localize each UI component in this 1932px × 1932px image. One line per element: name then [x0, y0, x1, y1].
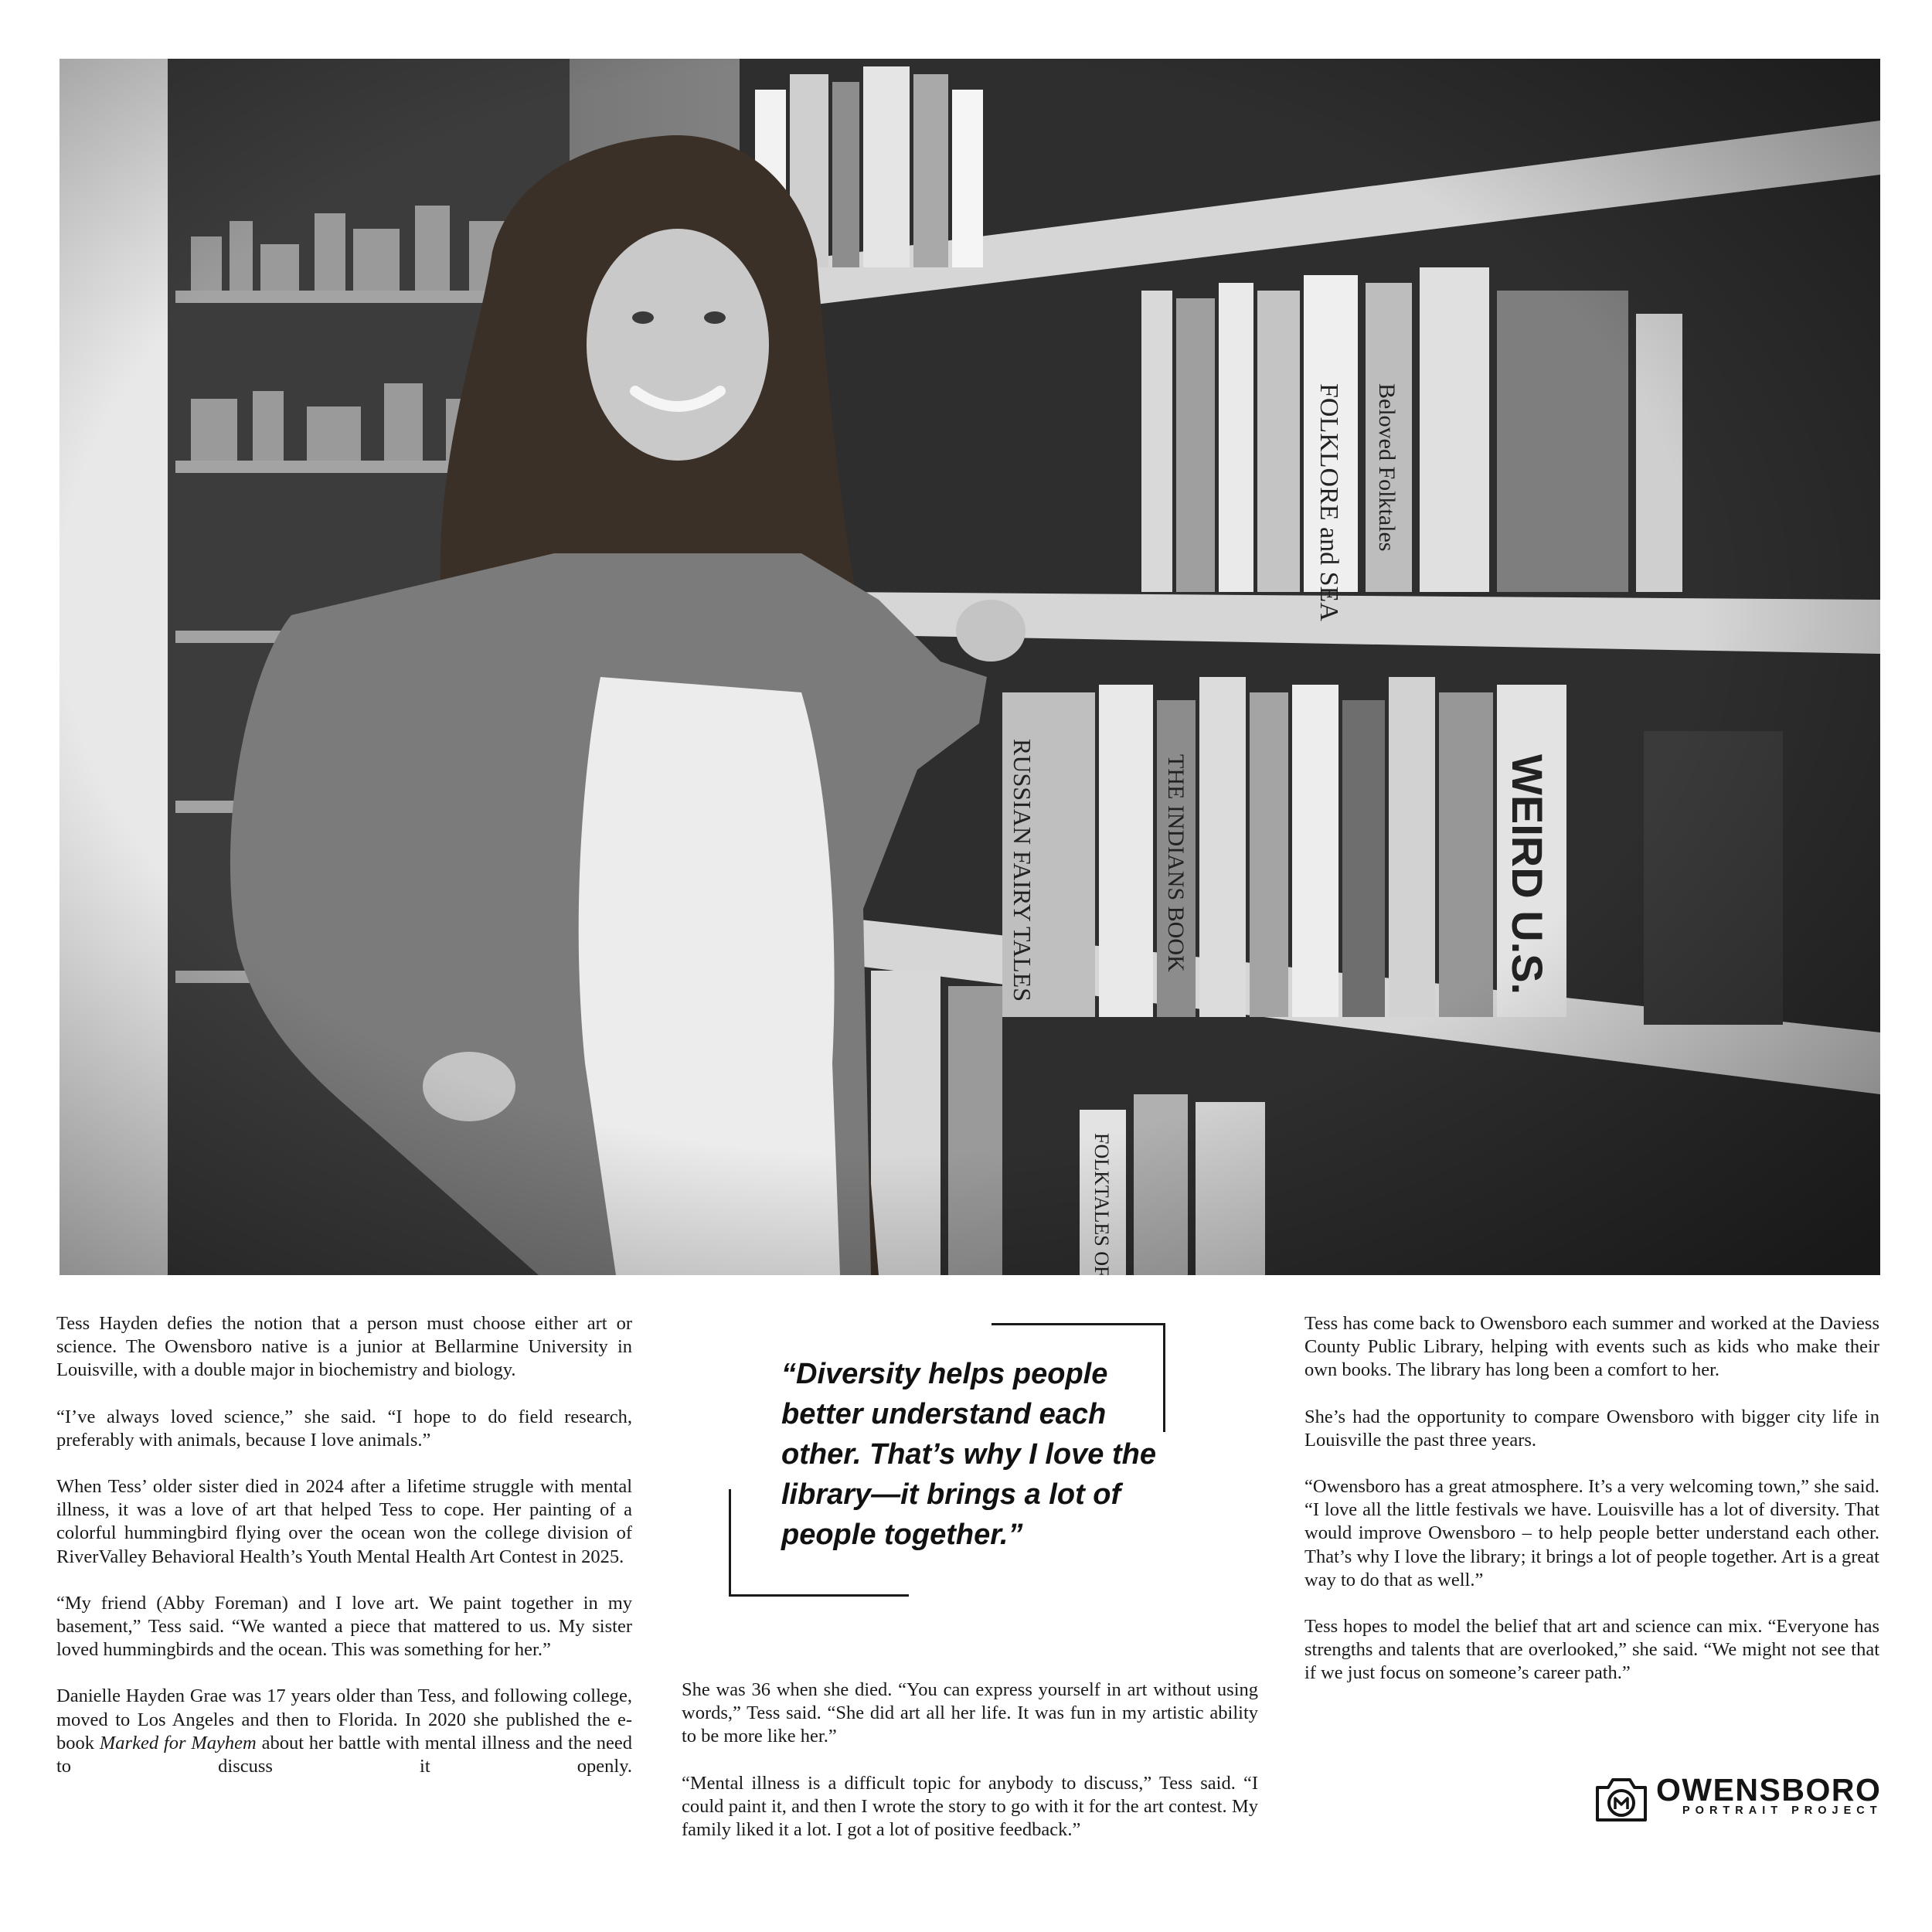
owensboro-portrait-project-logo — [1594, 1774, 1884, 1828]
paragraph: When Tess’ older sister died in 2024 after a lifetime struggle with mental illness, it was a love of art that helped Tess to cope. Her painting of a colorful hummingbird flying over the ocean won the college division of RiverValley Behavioral Health’s Youth Mental Health Art Contest in 2025. — [56, 1476, 632, 1567]
pull-quote-text: “Diversity helps people better understand each other. That’s why I love the library—it brings a lot of people together.” — [781, 1358, 1156, 1551]
paragraph: Tess has come back to Owensboro each summer and worked at the Daviess County Public Library, helping with events such as kids who make their own books. The library has long been a comfort to her. — [1304, 1313, 1879, 1381]
article-right-column — [1304, 1312, 1879, 1709]
camera-icon — [1594, 1775, 1648, 1823]
paragraph-text: about her battle with mental illness and the need to discuss it openly. — [56, 1732, 633, 1777]
article-left-column — [56, 1312, 632, 1801]
logo-subtitle: PORTRAIT PROJECT — [1682, 1804, 1883, 1817]
paragraph: She’s had the opportunity to compare Owensboro with bigger city life in Louisville the past three years. — [1304, 1406, 1879, 1451]
book-title: Marked for Mayhem — [99, 1732, 257, 1753]
pull-quote — [729, 1323, 1209, 1598]
paragraph: Tess hopes to model the belief that art and science can mix. “Everyone has strengths and talents that are overlooked,” she said. “We might not see that if we just focus on someone’s career path.” — [1304, 1616, 1879, 1684]
paragraph: “Mental illness is a difficult topic for anybody to discuss,” Tess said. “I could paint it, and then I wrote the story to go with it for the art contest. My family liked it a lot. I got a lot of positive feedback.” — [682, 1772, 1258, 1841]
paragraph: “My friend (Abby Foreman) and I love art. We paint together in my basement,” Tess said. “We wanted a piece that mattered to us. My sister loved hummingbirds and the ocean. This was something for her.” — [56, 1592, 632, 1661]
paragraph: “I’ve always loved science,” she said. “I hope to do field research, preferably with animals, because I love animals.” — [56, 1406, 632, 1451]
paragraph: She was 36 when she died. “You can express yourself in art without using words,” Tess said. “She did art all her life. It was fun in my artistic ability to be more like her.” — [682, 1679, 1258, 1747]
portrait-photo — [60, 59, 1880, 1275]
paragraph: “Owensboro has a great atmosphere. It’s a very welcoming town,” she said. “I love all the little festivals we have. Louisville has a lot of diversity. That would improve Owensboro – to help people better understand each other. That’s why I love the library; it brings a lot of people together. Art is a great way to do that as well.” — [1304, 1476, 1879, 1590]
paragraph — [56, 1685, 632, 1778]
logo-wordmark: OWENSBORO — [1656, 1772, 1882, 1808]
article-middle-column — [682, 1679, 1258, 1865]
paragraph-text: Danielle Hayden Grae was 17 years older than Tess, and following college, moved to Los Angeles and then to Florida. In 2020 she published the e-book — [56, 1685, 632, 1753]
paragraph: Tess Hayden defies the notion that a person must choose either art or science. The Owensboro native is a junior at Bellarmine University in Louisville, with a double major in biochemistry and biology. — [56, 1313, 632, 1381]
